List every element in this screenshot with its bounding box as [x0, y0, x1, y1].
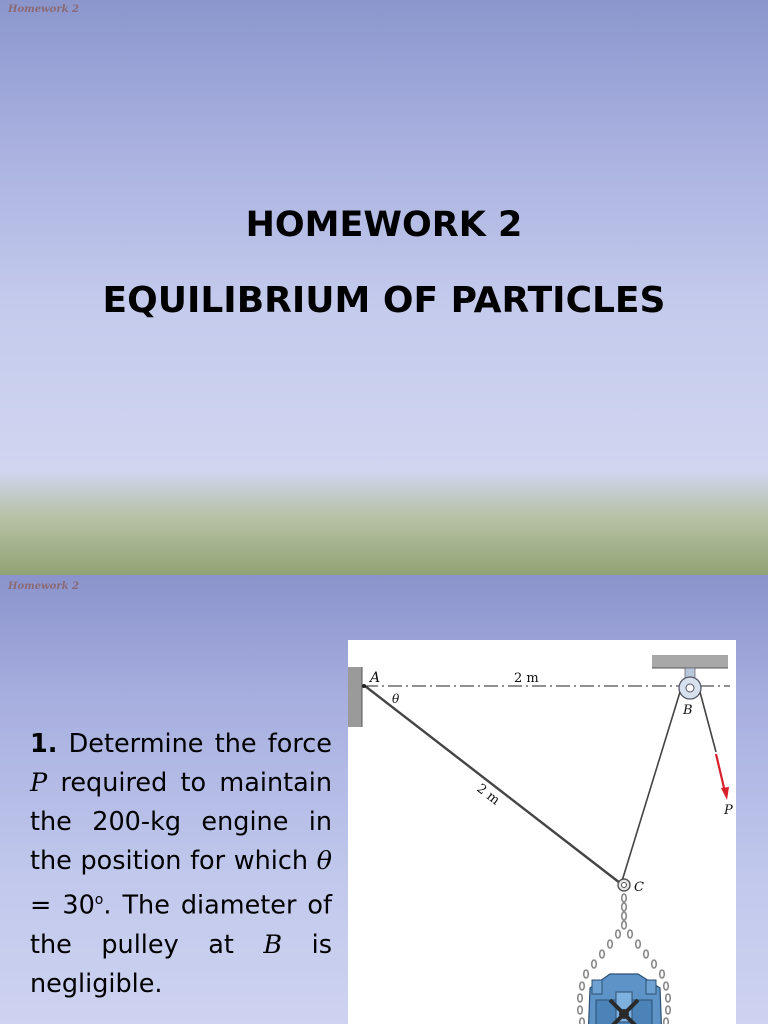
slide-title: HOMEWORK 2: [245, 205, 523, 245]
slide-header: Homework 2: [8, 581, 79, 592]
cable-bp: [700, 692, 716, 752]
variable-p: P: [30, 768, 48, 798]
rod-ac: [365, 686, 620, 883]
dimension-ac: 2 m: [473, 781, 503, 809]
problem-text-part: required to maintain the 200-kg engine in the position for which: [30, 768, 332, 876]
dimension-ab: 2 m: [514, 671, 539, 686]
problem-text-part: is negligible.: [30, 929, 332, 999]
problem-number: 1.: [30, 729, 58, 759]
ceiling-support: [652, 655, 728, 668]
slide-subtitle: EQUILIBRIUM OF PARTICLES: [102, 280, 666, 321]
problem-text-part: . The diameter of the pulley at: [30, 890, 333, 960]
cable-bc: [622, 692, 680, 881]
label-c: C: [634, 880, 644, 895]
label-theta: θ: [392, 692, 400, 706]
force-p-arrow: [716, 754, 725, 792]
wall-support: [348, 667, 362, 727]
slide-header: Homework 2: [8, 4, 79, 15]
variable-theta: θ: [316, 846, 332, 876]
problem-text-part: Determine the force: [57, 729, 332, 759]
label-p: P: [724, 803, 733, 818]
engine: [588, 974, 662, 1024]
problem-text-part: = 30: [30, 890, 95, 921]
label-b: B: [683, 703, 693, 718]
engine-pulley-figure: [348, 640, 736, 1024]
problem-slide: [0, 575, 768, 1024]
degree-mark: o: [94, 892, 104, 908]
variable-b: B: [263, 929, 283, 960]
figure-drawing: [348, 640, 736, 1024]
problem-text: [30, 725, 332, 1004]
label-a: A: [370, 670, 381, 686]
